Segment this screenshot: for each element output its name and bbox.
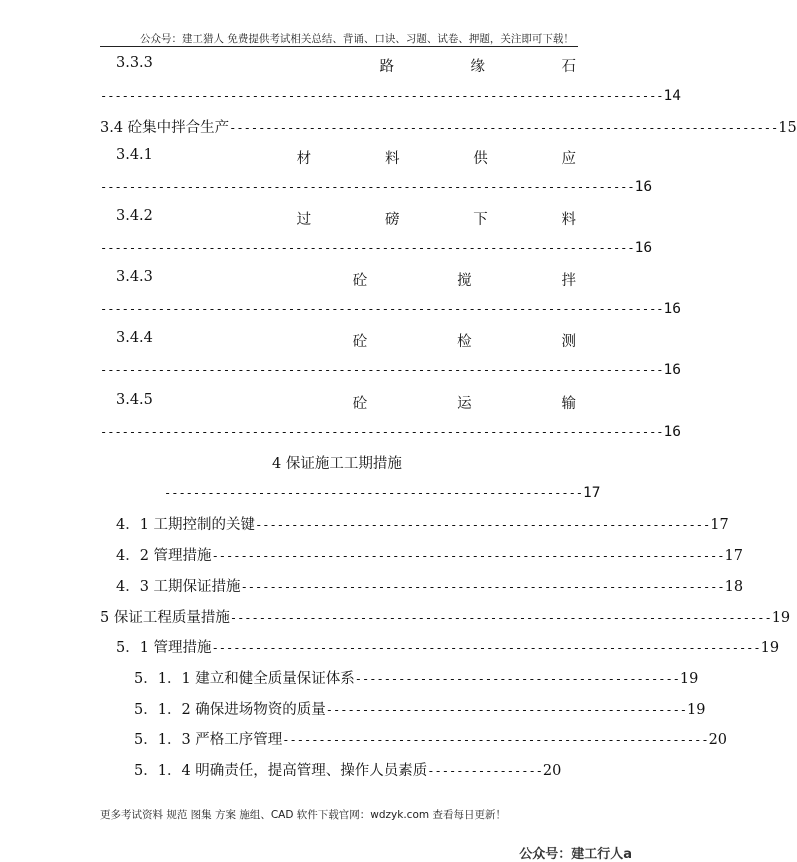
toc-page: 19 [687, 702, 706, 718]
toc-page: 20 [708, 732, 728, 748]
toc-title: 4 保证施工工期措施 [272, 456, 402, 472]
toc-page: 18 [724, 579, 744, 595]
toc-num: 3.4.1 [116, 147, 153, 163]
toc-title: 5．1．2 确保进场物资的质量 [134, 702, 326, 718]
toc-leader: ------------------------------------------------------------------------------ [100, 425, 664, 439]
toc-char: 缘 [470, 59, 485, 75]
toc-leader: -------------------------------------------------------------------------- [100, 180, 635, 194]
toc-entry-5-1[interactable] [116, 636, 779, 657]
toc-leader: --------------------------------------------------------------------------- [229, 611, 772, 625]
toc-entry-3-3-3[interactable] [116, 55, 576, 76]
toc-leader-row [100, 240, 652, 256]
toc-leader: ---------------------------------------------------------- [164, 486, 584, 500]
toc-char: 拌 [561, 273, 576, 289]
toc-title: 5．1．4 明确责任，提高管理、操作人员素质 [134, 763, 428, 779]
toc-entry-3-4-2[interactable] [116, 208, 576, 229]
toc-leader: ------------------------------------------------------------------------------ [100, 363, 664, 377]
toc-char: 过 [296, 212, 312, 228]
toc-leader-row [100, 424, 681, 440]
toc-leader-row [100, 362, 681, 378]
toc-char: 搅 [457, 273, 472, 289]
toc-num: 3.3.3 [116, 55, 153, 71]
toc-char: 运 [457, 396, 472, 412]
toc-num: 3.4.4 [116, 330, 153, 346]
toc-title: 3.4 砼集中拌合生产 [100, 120, 230, 136]
toc-page: 16 [663, 424, 681, 440]
toc-leader: -------------------------------------------------------------------------- [100, 241, 635, 255]
toc-title: 4．2 管理措施 [116, 548, 212, 564]
toc-page: 19 [760, 640, 780, 656]
toc-page: 17 [710, 517, 729, 533]
toc-entry-5-1-2[interactable] [134, 698, 705, 719]
toc-char: 料 [384, 151, 400, 167]
toc-entry-5-1-1[interactable] [134, 667, 698, 688]
header-notice: 公众号：建工猎人 免费提供考试相关总结、背诵、口诀、习题、试卷、押题，关注即可下载！ [140, 33, 574, 45]
toc-leader: ---------------- [427, 764, 543, 778]
toc-title: 5 保证工程质量措施 [100, 610, 230, 626]
toc-title: 5．1 管理措施 [116, 640, 212, 656]
toc-page: 16 [634, 240, 653, 256]
toc-entry-3-4-4[interactable] [116, 330, 576, 351]
toc-char: 石 [561, 59, 576, 75]
watermark: 公众号：建工行人a [519, 847, 632, 862]
header-divider [100, 46, 578, 47]
toc-char: 路 [379, 59, 394, 75]
toc-leader-row [100, 88, 681, 104]
toc-page: 20 [542, 763, 562, 779]
toc-page: 15 [778, 120, 797, 136]
toc-page: 16 [663, 362, 681, 378]
toc-page: 16 [634, 179, 653, 195]
toc-char: 输 [561, 396, 576, 412]
toc-char: 测 [561, 334, 576, 350]
toc-leader-row [100, 179, 652, 195]
toc-page: 19 [679, 671, 699, 687]
toc-char: 料 [561, 212, 576, 228]
toc-char: 检 [457, 334, 472, 350]
toc-entry-4-title[interactable] [272, 452, 402, 473]
toc-entry-4-2[interactable] [116, 544, 743, 565]
toc-char: 砼 [352, 396, 368, 412]
toc-page: 14 [663, 88, 681, 104]
toc-title: 4．1 工期控制的关键 [116, 517, 256, 533]
toc-entry-5-1-3[interactable] [134, 728, 727, 749]
toc-entry-3-4-5[interactable] [116, 392, 576, 413]
toc-char: 砼 [352, 334, 368, 350]
toc-leader: --------------------------------------------------------------- [255, 518, 711, 532]
toc-page: 17 [583, 485, 601, 501]
toc-entry-3-4-3[interactable] [116, 269, 576, 290]
toc-char: 砼 [352, 273, 368, 289]
toc-leader: ----------------------------------------------------------------------- [211, 549, 725, 563]
toc-leader: ---------------------------------------------------------------------------- [229, 121, 779, 135]
toc-entry-4-1[interactable] [116, 513, 729, 534]
toc-leader-row [164, 485, 601, 501]
toc-title: 5．1．1 建立和健全质量保证体系 [134, 671, 355, 687]
toc-leader: ------------------------------------------------------------------- [240, 580, 725, 594]
toc-leader: ------------------------------------------------------------------------------ [100, 302, 664, 316]
footer-notice: 更多考试资料 规范 图集 方案 施组、CAD 软件下载官网：wdzyk.com 查看每日更新！ [100, 809, 506, 821]
toc-num: 3.4.2 [116, 208, 153, 224]
toc-page: 17 [724, 548, 743, 564]
toc-page: 19 [771, 610, 791, 626]
toc-char: 供 [473, 151, 488, 167]
toc-entry-4-3[interactable] [116, 575, 743, 596]
toc-char: 材 [296, 151, 312, 167]
toc-entry-3-4-1[interactable] [116, 147, 576, 168]
toc-entry-5-1-4[interactable] [134, 759, 561, 780]
toc-num: 3.4.3 [116, 269, 153, 285]
toc-char: 应 [561, 151, 576, 167]
toc-leader: --------------------------------------------- [354, 672, 680, 686]
toc-char: 下 [473, 212, 488, 228]
toc-page: 16 [663, 301, 681, 317]
toc-entry-3-4[interactable] [100, 116, 797, 137]
toc-char: 磅 [384, 212, 400, 228]
toc-leader: -------------------------------------------------- [325, 703, 688, 717]
toc-leader: ----------------------------------------------------------- [282, 733, 709, 747]
toc-entry-5[interactable] [100, 606, 790, 627]
toc-num: 3.4.5 [116, 392, 153, 408]
toc-leader-row [100, 301, 681, 317]
toc-title: 5．1．3 严格工序管理 [134, 732, 283, 748]
toc-title: 4．3 工期保证措施 [116, 579, 241, 595]
toc-leader: ------------------------------------------------------------------------------ [100, 89, 664, 103]
toc-leader: ---------------------------------------------------------------------------- [211, 641, 761, 655]
